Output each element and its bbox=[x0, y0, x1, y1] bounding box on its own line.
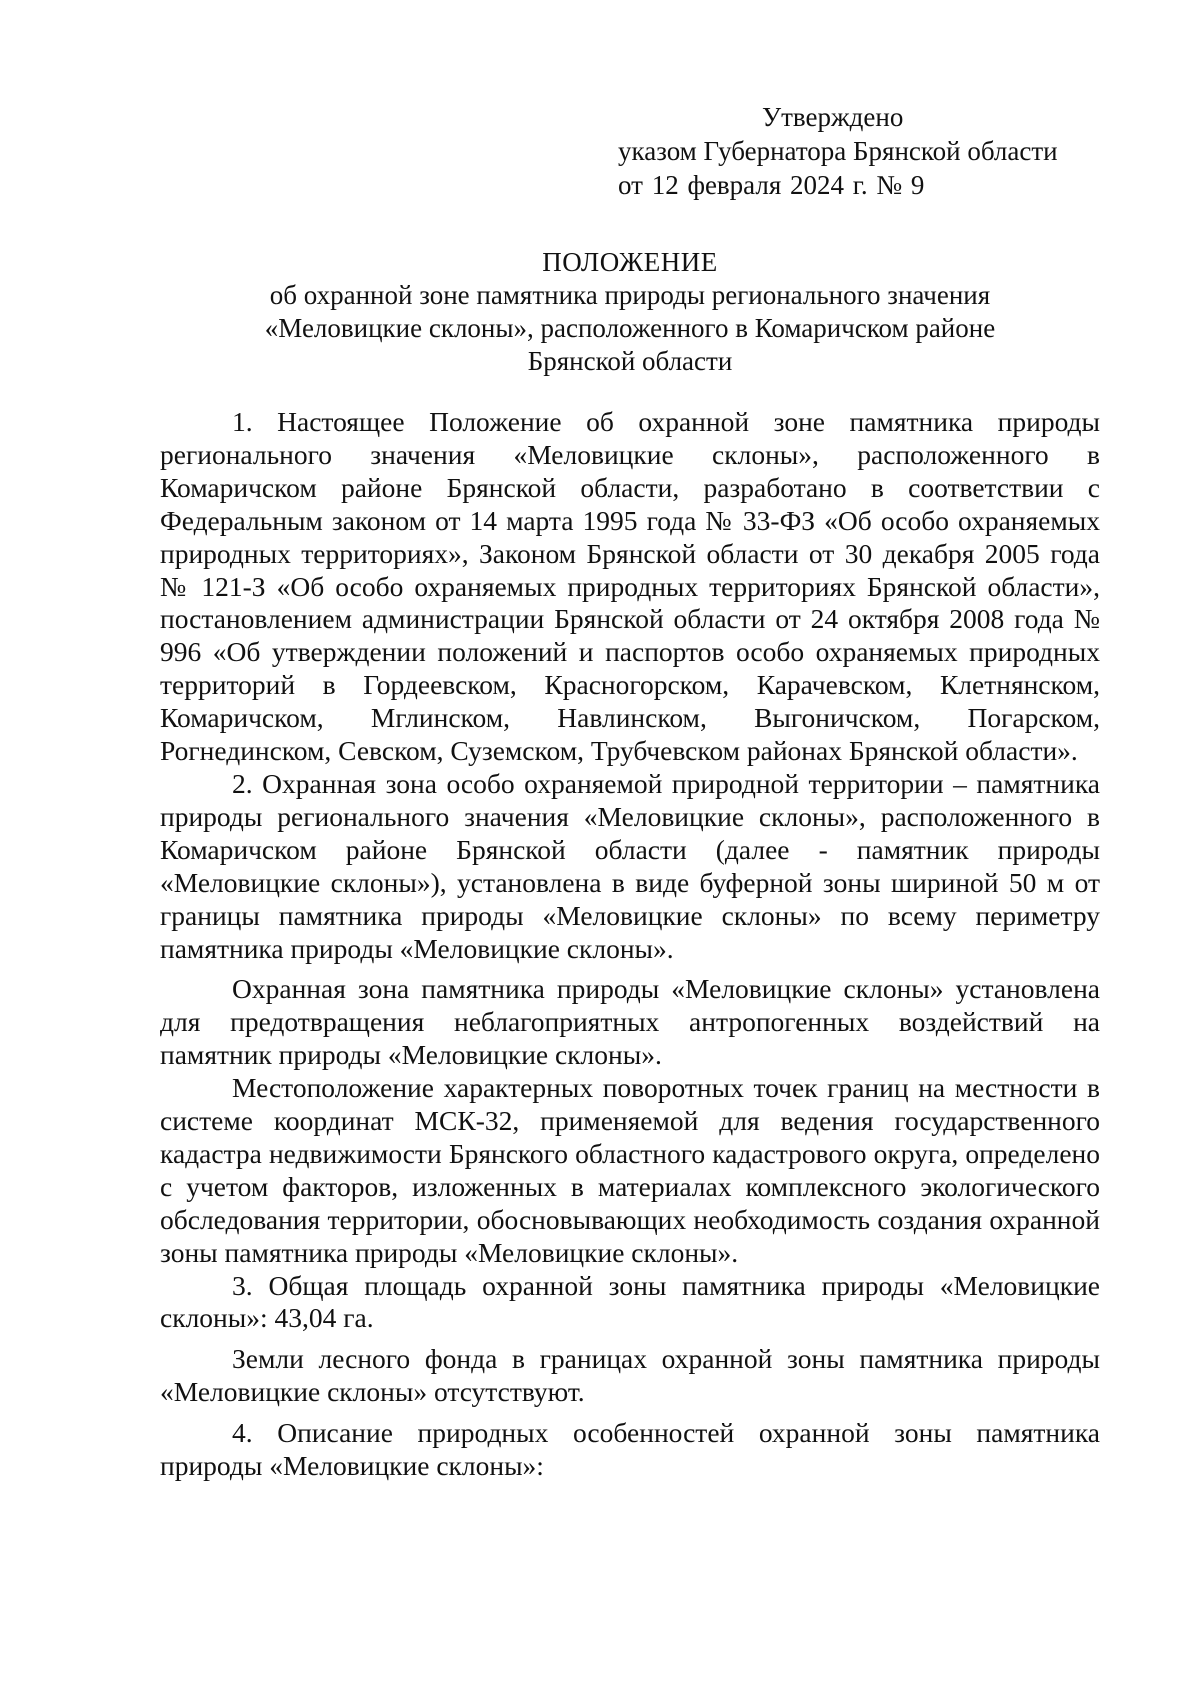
approval-line: Утверждено bbox=[762, 102, 904, 132]
approval-line: от 12 февраля 2024 г. № 9 bbox=[618, 170, 925, 200]
document-title bbox=[160, 246, 1100, 378]
title-heading: ПОЛОЖЕНИЕ bbox=[542, 247, 718, 277]
paragraph: Охранная зона памятника природы «Меловицкие склоны» установлена для предотвращения неблагоприятных антропогенных воздействий на памятник природы «Меловицкие склоны». bbox=[160, 973, 1100, 1071]
paragraph: Местоположение характерных поворотных точек границ на местности в системе координат МСК-32, применяемой для ведения государственного кадастра недвижимости Брянского областного кадастрового округа, определено с учетом факторов, изложенных в материалах комплексного экологического обследования территории, обосновывающих необходимость создания охранной зоны памятника природы «Меловицкие склоны». bbox=[160, 1072, 1100, 1268]
paragraph: 4. Описание природных особенностей охранной зоны памятника природы «Меловицкие склоны»: bbox=[160, 1417, 1100, 1482]
paragraph: 2. Охранная зона особо охраняемой природной территории – памятника природы регионального значения «Меловицкие склоны», расположенного в Комаричском районе Брянской области (далее - памятник природы «Меловицкие склоны»), установлена в виде буферной зоны шириной 50 м от границы памятника природы «Меловицкие склоны» по всему периметру памятника природы «Меловицкие склоны». bbox=[160, 767, 1100, 964]
document-body bbox=[160, 406, 1100, 1483]
paragraph: Земли лесного фонда в границах охранной зоны памятника природы «Меловицкие склоны» отсутствуют. bbox=[160, 1343, 1100, 1408]
title-line: об охранной зоне памятника природы регионального значения bbox=[269, 280, 991, 310]
title-line: «Меловицкие склоны», расположенного в Комаричском районе bbox=[264, 313, 996, 343]
approval-line: указом Губернатора Брянской области bbox=[618, 136, 1058, 166]
paragraph: 3. Общая площадь охранной зоны памятника природы «Меловицкие склоны»: 43,04 га. bbox=[160, 1269, 1100, 1334]
approval-stamp bbox=[618, 100, 1138, 202]
title-line: Брянской области bbox=[527, 346, 733, 376]
paragraph: 1. Настоящее Положение об охранной зоне памятника природы регионального значения «Меловицкие склоны», расположенного в Комаричском районе Брянской области, разработано в соответствии с Федеральным законом от 14 марта 1995 года № 33-ФЗ «Об особо охраняемых природных территориях», Законом Брянской области от 30 декабря 2005 года № 121-З «Об особо охраняемых природных территориях Брянской области», постановлением администрации Брянской области от 24 октября 2008 года № 996 «Об утверждении положений и паспортов особо охраняемых природных территорий в Гордеевском, Красногорском, Карачевском, Клетнянском, Комаричском, Мглинском, Навлинском, Выгоничском, Погарском, Рогнединском, Севском, Суземском, Трубчевском районах Брянской области». bbox=[160, 406, 1100, 767]
